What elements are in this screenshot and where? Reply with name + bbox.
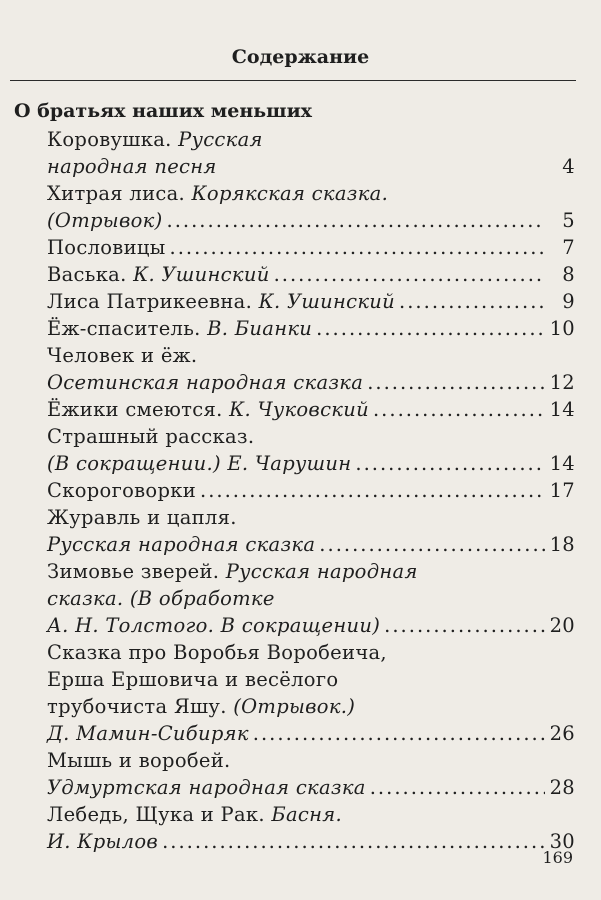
plain-text: Ерша Ершовича и весёлого [47, 668, 339, 691]
toc-line-text [47, 693, 355, 720]
italic-text: Русская [178, 128, 263, 151]
page-number: 169 [542, 848, 573, 867]
toc-line-text [47, 369, 363, 396]
italic-text: И. Крылов [47, 830, 159, 853]
toc-page-number: 26 [549, 722, 575, 745]
toc-line [47, 693, 575, 720]
plain-text: Ёж-спаситель. [47, 317, 208, 340]
toc-line [47, 423, 575, 450]
italic-text: (В сокращении.) [47, 452, 228, 475]
toc-line-text [47, 423, 254, 450]
dot-leader [399, 288, 545, 315]
italic-text: К. Чуковский [229, 398, 369, 421]
section-heading: О братьях наших меньших [14, 100, 312, 122]
italic-text: народная песня [47, 155, 217, 178]
plain-text: Лебедь, Щука и Рак. [47, 803, 272, 826]
toc-line-text [47, 396, 369, 423]
toc-line [47, 558, 575, 585]
dot-leader [319, 531, 545, 558]
italic-text: Осетинская народная сказка [47, 371, 364, 394]
plain-text: Скороговорки [47, 479, 197, 502]
italic-text: Удмуртская народная сказка [47, 776, 366, 799]
toc-line-text [47, 720, 249, 747]
plain-text: Зимовье зверей. [47, 560, 226, 583]
toc-page-number: 14 [549, 398, 575, 421]
toc-page-number: 10 [549, 317, 575, 340]
plain-text: Васька. [47, 263, 134, 286]
toc-line-text [47, 450, 351, 477]
toc-line [47, 612, 575, 639]
toc-line-text [47, 747, 231, 774]
italic-text: (Отрывок) [47, 209, 163, 232]
toc-line-text [47, 153, 217, 180]
toc-line-text [47, 477, 196, 504]
toc-page-number: 14 [549, 452, 575, 475]
plain-text: трубочиста Яшу. [47, 695, 234, 718]
toc-line [47, 720, 575, 747]
plain-text: Человек и ёж. [47, 344, 198, 367]
toc-page-number: 7 [562, 236, 575, 259]
italic-text: Басня. [271, 803, 343, 826]
plain-text: Сказка про Воробья Воробеича, [47, 641, 387, 664]
toc-line-text [47, 666, 338, 693]
toc-line [47, 666, 575, 693]
plain-text: Хитрая лиса. [47, 182, 192, 205]
toc-line [47, 639, 575, 666]
toc-line [47, 261, 575, 288]
plain-text: Журавль и цапля. [47, 506, 237, 529]
dot-leader [170, 234, 545, 261]
toc-line [47, 477, 575, 504]
toc-line-text [47, 207, 163, 234]
dot-leader [373, 396, 545, 423]
dot-leader [167, 207, 546, 234]
toc-line [47, 180, 575, 207]
italic-text: Корякская сказка. [191, 182, 389, 205]
toc-line [47, 585, 575, 612]
italic-text: Е. Чарушин [227, 452, 352, 475]
italic-text: Русская народная [225, 560, 418, 583]
toc-line [47, 234, 575, 261]
toc-page-number: 12 [549, 371, 575, 394]
toc-line-text [47, 639, 387, 666]
italic-text: К. Ушинский [258, 290, 396, 313]
toc-line-text [47, 180, 388, 207]
toc-line [47, 747, 575, 774]
italic-text: Д. Мамин-Сибиряк [47, 722, 249, 745]
dot-leader [370, 774, 545, 801]
toc-line [47, 369, 575, 396]
toc-line-text [47, 585, 275, 612]
toc-line [47, 801, 575, 828]
italic-text: (Отрывок.) [233, 695, 356, 718]
italic-text: сказка. (В обработке [47, 587, 275, 610]
toc-page-number: 9 [562, 290, 575, 313]
toc-line-text [47, 315, 312, 342]
dot-leader [274, 261, 545, 288]
plain-text: Мышь и воробей. [47, 749, 231, 772]
toc-line-text [47, 126, 263, 153]
toc-entries [47, 126, 575, 855]
toc-line-text [47, 774, 366, 801]
toc-line-text [47, 261, 270, 288]
toc-page-number: 30 [549, 830, 575, 853]
italic-text: В. Бианки [207, 317, 313, 340]
dot-leader [200, 477, 545, 504]
page-title: Содержание [231, 46, 370, 68]
toc-line [47, 396, 575, 423]
toc-line [47, 315, 575, 342]
toc-page-number: 4 [562, 155, 575, 178]
dot-leader [367, 369, 545, 396]
plain-text: Страшный рассказ. [47, 425, 255, 448]
toc-line [47, 207, 575, 234]
dot-leader [162, 828, 545, 855]
italic-text: Русская народная сказка [47, 533, 316, 556]
toc-line-text [47, 558, 418, 585]
toc-page-number: 17 [549, 479, 575, 502]
dot-leader [384, 612, 545, 639]
plain-text: Коровушка. [47, 128, 179, 151]
toc-page-number: 18 [549, 533, 575, 556]
toc-line-text [47, 288, 395, 315]
plain-text: Пословицы [47, 236, 166, 259]
toc-page-number: 28 [549, 776, 575, 799]
dot-leader [253, 720, 545, 747]
toc-line [47, 828, 575, 855]
toc-line-text [47, 612, 380, 639]
toc-line-text [47, 342, 197, 369]
toc-page-number: 20 [549, 614, 575, 637]
plain-text: Лиса Патрикеевна. [47, 290, 259, 313]
dot-leader [355, 450, 545, 477]
toc-line [47, 342, 575, 369]
toc-line [47, 153, 575, 180]
plain-text: Ёжики смеются. [47, 398, 230, 421]
italic-text: А. Н. Толстого. В сокращении) [47, 614, 381, 637]
toc-line-text [47, 801, 342, 828]
toc-line [47, 126, 575, 153]
toc-line-text [47, 234, 166, 261]
toc-line [47, 531, 575, 558]
toc-line-text [47, 828, 158, 855]
toc-line-text [47, 504, 237, 531]
toc-line [47, 774, 575, 801]
title-divider [10, 80, 576, 81]
toc-line-text [47, 531, 315, 558]
toc-line [47, 450, 575, 477]
toc-page-number: 8 [562, 263, 575, 286]
toc-line [47, 504, 575, 531]
toc-page-number: 5 [562, 209, 575, 232]
toc-line [47, 288, 575, 315]
italic-text: К. Ушинский [133, 263, 270, 286]
dot-leader [316, 315, 545, 342]
